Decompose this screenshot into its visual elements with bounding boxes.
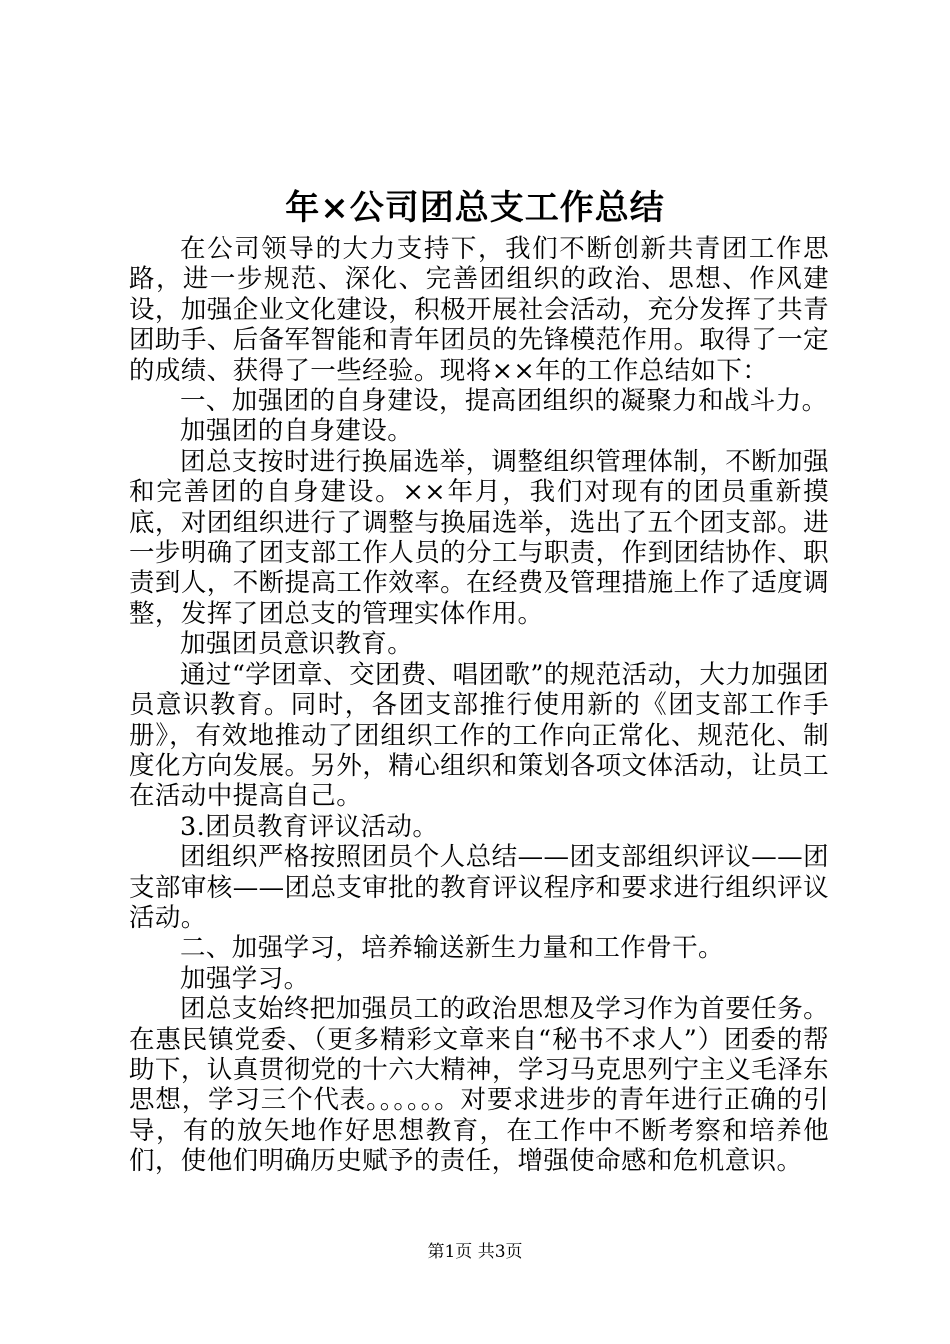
heading-section-2: 二、加强学习，培养输送新生力量和工作骨干。	[180, 933, 724, 964]
paragraph-study: 团总支始终把加强员工的政治思想及学习作为首要任务。在惠民镇党委、（更多精彩文章来自“秘书不求人”）团委的帮助下，认真贯彻党的十六大精神，学习马克思列宁主义毛泽东思想，学习三个代表。。。。。。对要求进步的青年进行正确的引导，有的放矢地作好思想教育，在工作中不断考察和培养他们，使他们明确历史赋予的责任，增强使命感和危机意识。	[129, 994, 829, 1177]
paragraph-awareness-education: 通过“学团章、交团费、唱团歌”的规范活动，大力加强团员意识教育。同时，各团支部推行使用新的《团支部工作手册》，有效地推动了团组织工作的工作向正常化、规范化、制度化方向发展。另外，精心组织和策划各项文体活动，让员工在活动中提高自己。	[129, 659, 829, 812]
paragraph-intro: 在公司领导的大力支持下，我们不断创新共青团工作思路，进一步规范、深化、完善团组织的政治、思想、作风建设，加强企业文化建设，积极开展社会活动，充分发挥了共青团助手、后备军智能和青年团员的先锋模范作用。取得了一定的成绩、获得了一些经验。现将××年的工作总结如下：	[129, 234, 829, 386]
document-body	[129, 234, 829, 1177]
heading-section-1: 一、加强团的自身建设，提高团组织的凝聚力和战斗力。	[180, 386, 828, 417]
subheading-study: 加强学习。	[180, 963, 310, 994]
subheading-awareness-education: 加强团员意识教育。	[180, 629, 414, 660]
paragraph-evaluation: 团组织严格按照团员个人总结——团支部组织评议——团支部审核——团总支审批的教育评议程序和要求进行组织评议活动。	[129, 842, 829, 933]
page-number-footer: 第1页 共3页	[427, 1242, 523, 1262]
subheading-evaluation: 3.团员教育评议活动。	[180, 811, 439, 842]
document-title: 年×公司团总支工作总结	[285, 188, 665, 228]
paragraph-self-building: 团总支按时进行换届选举，调整组织管理体制，不断加强和完善团的自身建设。××年月，我们对现有的团员重新摸底，对团组织进行了调整与换届选举，选出了五个团支部。进一步明确了团支部工作人员的分工与职责，作到团结协作、职责到人，不断提高工作效率。在经费及管理措施上作了适度调整，发挥了团总支的管理实体作用。	[129, 446, 829, 629]
subheading-self-building: 加强团的自身建设。	[180, 416, 414, 447]
